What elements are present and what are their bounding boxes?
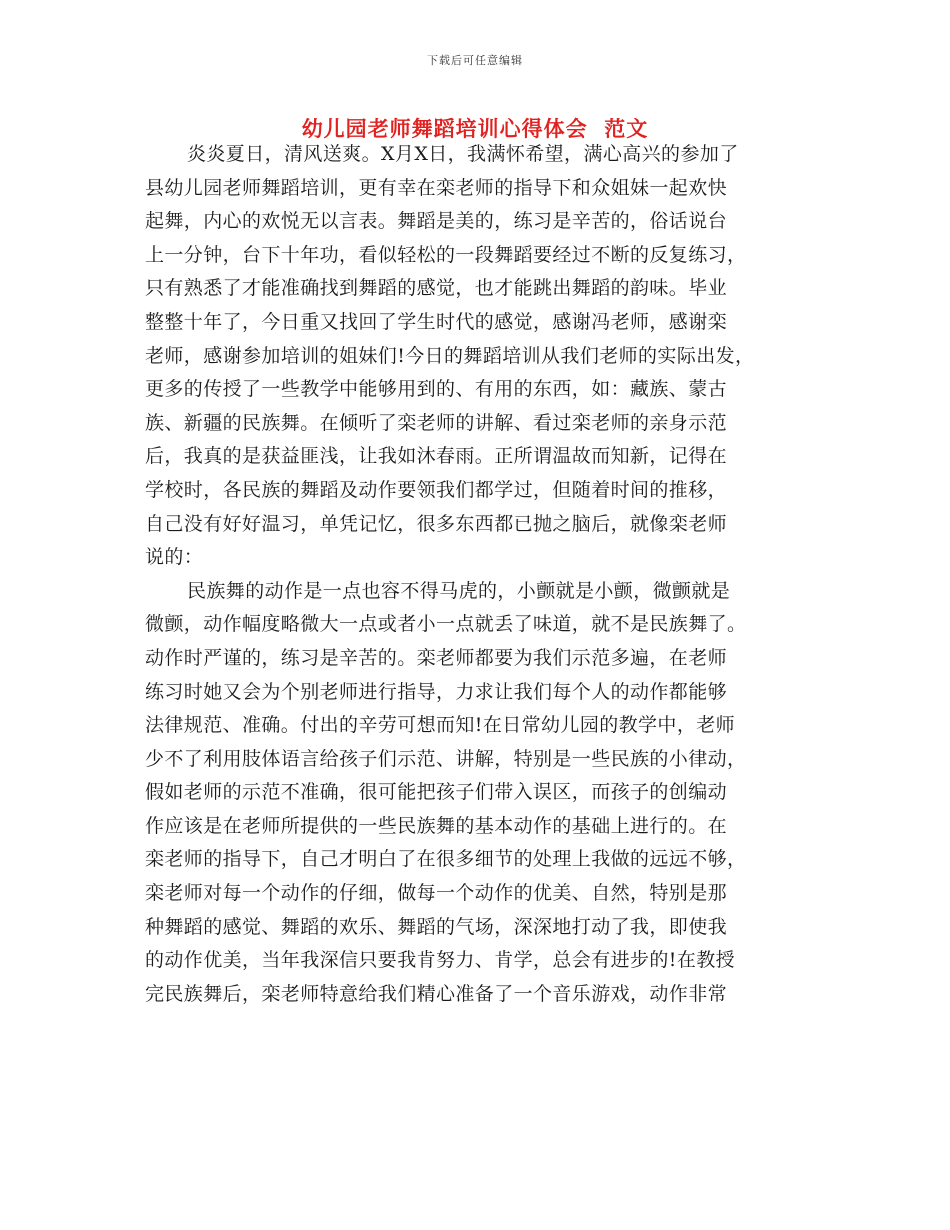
paragraph-line: 说的： xyxy=(145,546,204,569)
paragraph-line: 的动作优美，当年我深信只要我肯努力、肯学，总会有进步的!在教授 xyxy=(145,949,736,972)
paragraph-line: 动作时严谨的，练习是辛苦的。栾老师都要为我们示范多遍，在老师 xyxy=(145,646,728,669)
paragraph-line: 学校时，各民族的舞蹈及动作要领我们都学过，但随着时间的推移， xyxy=(145,478,728,501)
paragraph-line: 只有熟悉了才能准确找到舞蹈的感觉，也才能跳出舞蹈的韵味。毕业 xyxy=(145,277,728,300)
paragraph-line: 假如老师的示范不准确，很可能把孩子们带入误区，而孩子的创编动 xyxy=(145,781,728,804)
paragraph-line: 练习时她又会为个别老师进行指导，力求让我们每个人的动作都能够 xyxy=(145,680,728,703)
paragraph-line: 民族舞的动作是一点也容不得马虎的，小颤就是小颤，微颤就是 xyxy=(187,579,731,602)
paragraph-line: 完民族舞后，栾老师特意给我们精心准备了一个音乐游戏，动作非常 xyxy=(145,982,728,1005)
paragraph-line: 种舞蹈的感觉、舞蹈的欢乐、舞蹈的气场，深深地打动了我，即使我 xyxy=(145,915,728,938)
paragraph-line: 栾老师对每一个动作的仔细，做每一个动作的优美、自然，特别是那 xyxy=(145,882,728,905)
document-body xyxy=(145,138,825,1011)
paragraph-line: 微颤，动作幅度略微大一点或者小一点就丢了味道，就不是民族舞了。 xyxy=(145,613,747,636)
paragraph-line: 少不了利用肢体语言给孩子们示范、讲解，特别是一些民族的小律动， xyxy=(145,747,747,770)
paragraph-line: 栾老师的指导下，自己才明白了在很多细节的处理上我做的远远不够， xyxy=(145,848,747,871)
paragraph-line: 整整十年了，今日重又找回了学生时代的感觉，感谢冯老师，感谢栾 xyxy=(145,310,728,333)
paragraph-line: 后，我真的是获益匪浅，让我如沐春雨。正所谓温故而知新，记得在 xyxy=(145,445,728,468)
paragraph-line: 族、新疆的民族舞。在倾听了栾老师的讲解、看过栾老师的亲身示范 xyxy=(145,411,728,434)
document-title: 幼儿园老师舞蹈培训心得体会 范文 xyxy=(301,116,649,141)
paragraph-line: 老师，感谢参加培训的姐妹们!今日的舞蹈培训从我们老师的实际出发， xyxy=(145,344,755,367)
paragraph-line: 炎炎夏日，清风送爽。X月X日，我满怀希望，满心高兴的参加了 xyxy=(187,143,739,165)
page-header: 下载后可任意编辑 xyxy=(427,54,523,67)
paragraph-line: 法律规范、准确。付出的辛劳可想而知!在日常幼儿园的教学中，老师 xyxy=(145,714,736,737)
paragraph-line: 起舞，内心的欢悦无以言表。舞蹈是美的，练习是辛苦的，俗话说台 xyxy=(145,210,728,233)
paragraph-line: 自己没有好好温习，单凭记忆，很多东西都已抛之脑后，就像栾老师 xyxy=(145,512,728,535)
paragraph-line: 县幼儿园老师舞蹈培训，更有幸在栾老师的指导下和众姐妹一起欢快 xyxy=(145,176,728,199)
paragraph-line: 更多的传授了一些教学中能够用到的、有用的东西，如：藏族、蒙古 xyxy=(145,378,728,401)
paragraph-line: 上一分钟，台下十年功，看似轻松的一段舞蹈要经过不断的反复练习， xyxy=(145,243,747,266)
paragraph-line: 作应该是在老师所提供的一些民族舞的基本动作的基础上进行的。在 xyxy=(145,814,728,837)
